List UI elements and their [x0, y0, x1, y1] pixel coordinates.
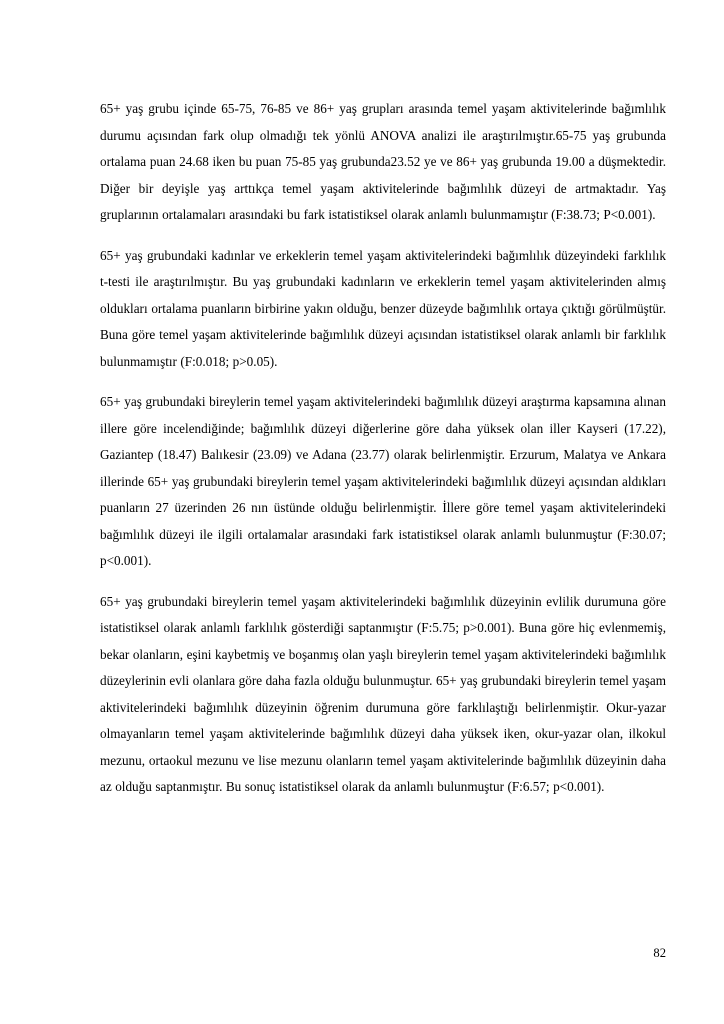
paragraph-2: 65+ yaş grubundaki kadınlar ve erkeklerin temel yaşam aktivitelerindeki bağımlılık düzeyindeki farklılık t-testi ile araştırılmıştır. Bu yaş grubundaki kadınların ve erkeklerin temel yaşam aktivitelerinden almış oldukları ortalama puanların birbirine yakın olduğu, benzer düzeyde bağımlılık ortaya çıktığı görülmüştür. Buna göre temel yaşam aktivitelerinde bağımlılık düzeyi açısından istatistiksel olarak anlamlı bir farklılık bulunmamıştır (F:0.018; p>0.05).	[100, 247, 666, 369]
page-body	[100, 96, 666, 801]
paragraph-3: 65+ yaş grubundaki bireylerin temel yaşam aktivitelerindeki bağımlılık düzeyi araştırma kapsamına alınan illere göre incelendiğinde; bağımlılık düzeyi diğerlerine göre daha yüksek olan iller Kayseri (17.22), Gaziantep (18.47) Balıkesir (23.09) ve Adana (23.77) olarak belirlenmiştir. Erzurum, Malatya ve Ankara illerinde 65+ yaş grubundaki bireylerin temel yaşam aktivitelerindeki bağımlılık düzeyi açısından aldıkları puanların 27 üzerinden 26 nın üstünde olduğu belirlenmiştir. İllere göre temel yaşam aktivitelerindeki bağımlılık düzeyi ile ilgili ortalamalar arasındaki fark istatistiksel olarak anlamlı bulunmuştur (F:30.07; p<0.001).	[100, 394, 666, 568]
paragraph-4: 65+ yaş grubundaki bireylerin temel yaşam aktivitelerindeki bağımlılık düzeyinin evlilik durumuna göre istatistiksel olarak anlamlı farklılık gösterdiği saptanmıştır (F:5.75; p>0.001). Buna göre hiç evlenmemiş, bekar olanların, eşini kaybetmiş ve boşanmış olan yaşlı bireylerin temel yaşam aktivitelerindeki bağımlılık düzeylerinin evli olanlara göre daha fazla olduğu bulunmuştur. 65+ yaş grubundaki bireylerin temel yaşam aktivitelerindeki bağımlılık düzeyinin öğrenim durumuna göre farklılaştığı belirlenmiştir. Okur-yazar olmayanların temel yaşam aktivitelerinde bağımlılık düzeyi daha yüksek iken, okur-yazar olan, ilkokul mezunu, ortaokul mezunu ve lise mezunu olanların temel yaşam aktivitelerinde bağımlılık düzeyinin daha az olduğu saptanmıştır. Bu sonuç istatistiksel olarak da anlamlı bulunmuştur (F:6.57; p<0.001).	[100, 593, 666, 794]
paragraph-1: 65+ yaş grubu içinde 65-75, 76-85 ve 86+ yaş grupları arasında temel yaşam aktivitelerinde bağımlılık durumu açısından fark olup olmadığı tek yönlü ANOVA analizi ile araştırılmıştır.65-75 yaş grubunda ortalama puan 24.68 iken bu puan 75-85 yaş grubunda23.52 ye ve 86+ yaş grubunda 19.00 a düşmektedir. Diğer bir deyişle yaş arttıkça temel yaşam aktivitelerinde bağımlılık düzeyi de artmaktadır. Yaş gruplarının ortalamaları arasındaki bu fark istatistiksel olarak anlamlı bulunmamıştır (F:38.73; P<0.001).	[100, 101, 666, 222]
page-number: 82	[653, 946, 666, 960]
